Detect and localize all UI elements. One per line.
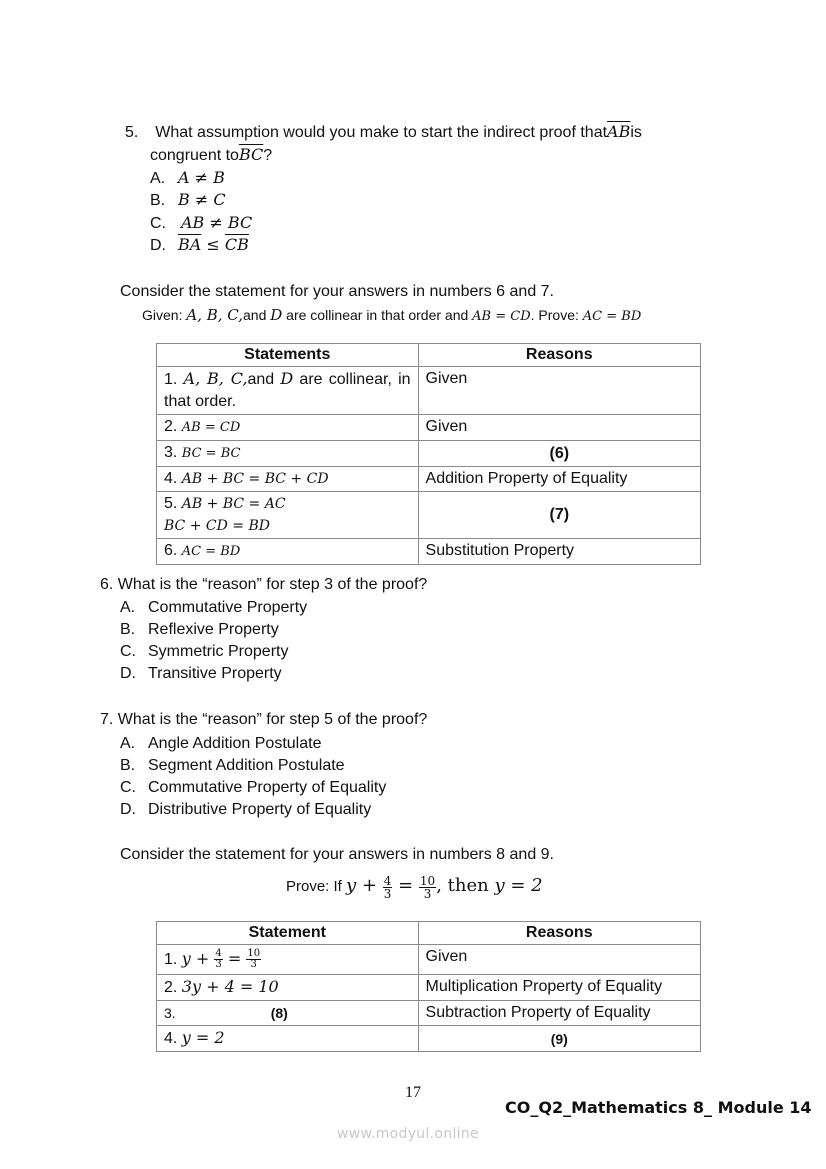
question-5-line2: [150, 144, 272, 167]
reason-cell: Subtraction Property of Equality: [418, 1001, 700, 1026]
question-text-line2: congruent to: [150, 147, 239, 164]
text: and: [247, 371, 281, 388]
math-result: y = 2: [494, 875, 543, 896]
proof-table-1: [156, 343, 701, 565]
statement-cell: [157, 441, 419, 467]
reason-cell: Given: [418, 367, 700, 415]
table-row: [157, 492, 701, 539]
question-text: What is the “reason” for step 3 of the proof?: [117, 576, 428, 593]
math-y: y: [346, 875, 357, 896]
header-statements: Statements: [157, 344, 419, 367]
numerator: 10: [247, 948, 261, 960]
numerator: 4: [215, 948, 222, 960]
option-letter: B.: [120, 621, 136, 638]
option-text: Reflexive Property: [148, 621, 279, 638]
header-reasons: Reasons: [418, 922, 700, 945]
proof-table-2: [156, 921, 701, 1052]
reason-cell: Addition Property of Equality: [418, 467, 700, 492]
denominator: 3: [215, 959, 222, 971]
option-text: Transitive Property: [148, 665, 282, 682]
option-letter: C.: [120, 643, 136, 660]
prove-statement: [286, 869, 543, 904]
table-row: [157, 367, 701, 415]
fraction-4-3: [214, 949, 222, 970]
table-row: [157, 1026, 701, 1052]
prove-label: Prove: If: [286, 878, 347, 895]
table-row: [157, 975, 701, 1001]
step-number: 3.: [164, 1005, 176, 1021]
step-number: 2.: [164, 979, 182, 996]
math-point-d: D: [270, 306, 283, 324]
question-text: What is the “reason” for step 5 of the proof?: [117, 711, 428, 728]
q6-option-d[interactable]: [120, 663, 282, 685]
question-text: What assumption would you make to start the indirect proof that: [155, 124, 608, 141]
math-y: y: [181, 949, 191, 968]
step-number: 5.: [164, 495, 182, 512]
question-number: 6.: [100, 576, 114, 593]
segment-ab: $\overline{AB}$: [607, 122, 631, 141]
option-text: Distributive Property of Equality: [148, 801, 372, 818]
step-number: 2.: [164, 418, 182, 435]
page-number: 17: [405, 1084, 421, 1101]
math: y = 2: [181, 1028, 225, 1047]
option-text: AB ≠ BC: [181, 213, 253, 232]
fraction-4-3: [383, 875, 393, 900]
step-number: 4.: [164, 1030, 182, 1047]
segment-cb: $\overline{CB}$: [224, 235, 249, 254]
option-letter: D.: [120, 801, 136, 818]
reason-cell: Substitution Property: [418, 539, 700, 565]
question-mark: ?: [263, 147, 273, 164]
statement-cell: [157, 539, 419, 565]
fraction-10-3: [246, 949, 261, 970]
question-number: 7.: [100, 711, 114, 728]
statement-cell: [157, 945, 419, 975]
step-number: 1.: [164, 371, 184, 388]
option-letter: B.: [120, 757, 136, 774]
step-number: 3.: [164, 444, 182, 461]
step-number: 1.: [164, 951, 182, 968]
math-points: A, B, C,: [186, 306, 243, 324]
q5-option-c[interactable]: [150, 212, 252, 235]
option-letter: D.: [150, 237, 166, 254]
segment-bc: $\overline{BC}$: [238, 145, 264, 164]
math-plus: +: [356, 875, 383, 896]
q5-option-a[interactable]: [150, 167, 225, 190]
reason-cell: Given: [418, 945, 700, 975]
statement-cell: [157, 415, 419, 441]
numerator: 10: [419, 873, 436, 888]
reason-cell: Multiplication Property of Equality: [418, 975, 700, 1001]
option-text: A ≠ B: [178, 168, 225, 187]
q6-option-c[interactable]: [120, 641, 288, 663]
option-letter: A.: [150, 170, 166, 187]
statement-cell: [157, 975, 419, 1001]
text: are collinear, in that order.: [164, 371, 411, 410]
header-reasons: Reasons: [418, 344, 700, 367]
table-row: [157, 1001, 701, 1026]
math: D: [280, 369, 294, 388]
statement-blank-8: (8): [270, 1005, 288, 1021]
math: 3y + 4 = 10: [181, 977, 279, 996]
q7-option-c[interactable]: [120, 777, 386, 799]
statement-cell: [157, 467, 419, 492]
option-text: Commutative Property of Equality: [148, 779, 387, 796]
question-5: [125, 121, 642, 144]
math-equals: =: [222, 949, 247, 968]
watermark: www.modyul.online: [337, 1126, 479, 1142]
math: AC = BD: [181, 544, 241, 559]
q6-option-b[interactable]: [120, 619, 279, 641]
step-number: 4.: [164, 470, 182, 487]
option-letter: D.: [120, 665, 136, 682]
option-letter: B.: [150, 192, 166, 209]
q5-option-d[interactable]: [150, 234, 249, 257]
math-given: AB = CD: [472, 309, 531, 324]
math: AB + BC = AC: [181, 496, 286, 512]
option-text: Symmetric Property: [148, 643, 289, 660]
step-number: 6.: [164, 542, 182, 559]
text: are collinear in that order and: [282, 307, 473, 323]
statement-cell: [157, 1001, 419, 1026]
fraction-10-3: [419, 875, 436, 900]
reason-blank-6: (6): [418, 441, 700, 467]
math: A, B, C,: [183, 369, 248, 388]
numerator: 4: [383, 873, 392, 888]
question-7: [100, 709, 427, 731]
context-intro-8-9: Consider the statement for your answers in numbers 8 and 9.: [120, 846, 554, 863]
math-equals: =: [392, 875, 419, 896]
option-letter: A.: [120, 735, 136, 752]
table-row: [157, 441, 701, 467]
reason-cell: Given: [418, 415, 700, 441]
option-text: Segment Addition Postulate: [148, 757, 345, 774]
module-code: CO_Q2_Mathematics 8_ Module 14: [505, 1098, 812, 1117]
q7-option-d[interactable]: [120, 799, 371, 821]
table-row: [157, 415, 701, 441]
q7-option-a[interactable]: [120, 733, 321, 755]
table-row: [157, 945, 701, 975]
option-text: Angle Addition Postulate: [148, 735, 322, 752]
given-prove-statement: [142, 305, 641, 327]
math: BC + CD = BD: [164, 518, 270, 534]
math-plus: +: [190, 949, 215, 968]
header-statement: Statement: [157, 922, 419, 945]
question-6: [100, 574, 427, 596]
question-text-cont: is: [630, 124, 642, 141]
table-header: [157, 922, 701, 945]
statement-cell: [157, 1026, 419, 1052]
math: BC = BC: [181, 446, 241, 461]
prove-label: . Prove:: [530, 307, 583, 323]
question-number: 5.: [125, 124, 139, 141]
table-header: [157, 344, 701, 367]
segment-ba: $\overline{BA}$: [178, 235, 202, 254]
reason-blank-7: (7): [418, 492, 700, 539]
q6-option-a[interactable]: [120, 597, 307, 619]
table-row: [157, 539, 701, 565]
text: and: [243, 307, 271, 323]
math: AB + BC = BC + CD: [181, 471, 329, 487]
option-text: Commutative Property: [148, 599, 308, 616]
statement-cell: [157, 492, 419, 539]
context-intro-6-7: Consider the statement for your answers in numbers 6 and 7.: [120, 283, 554, 300]
option-letter: A.: [120, 599, 136, 616]
reason-blank-9: (9): [418, 1026, 700, 1052]
option-letter: C.: [150, 215, 166, 232]
statement-cell: [157, 367, 419, 415]
denominator: 3: [423, 886, 432, 901]
denominator: 3: [250, 959, 257, 971]
math: AB = CD: [181, 420, 241, 435]
given-label: Given:: [142, 307, 187, 323]
math-prove: AC = BD: [582, 309, 642, 324]
option-letter: C.: [120, 779, 136, 796]
math-then: , then: [436, 875, 495, 896]
q7-option-b[interactable]: [120, 755, 345, 777]
operator: ≤: [201, 235, 225, 254]
denominator: 3: [383, 886, 392, 901]
option-text: B ≠ C: [178, 190, 226, 209]
q5-option-b[interactable]: [150, 189, 226, 212]
table-row: [157, 467, 701, 492]
